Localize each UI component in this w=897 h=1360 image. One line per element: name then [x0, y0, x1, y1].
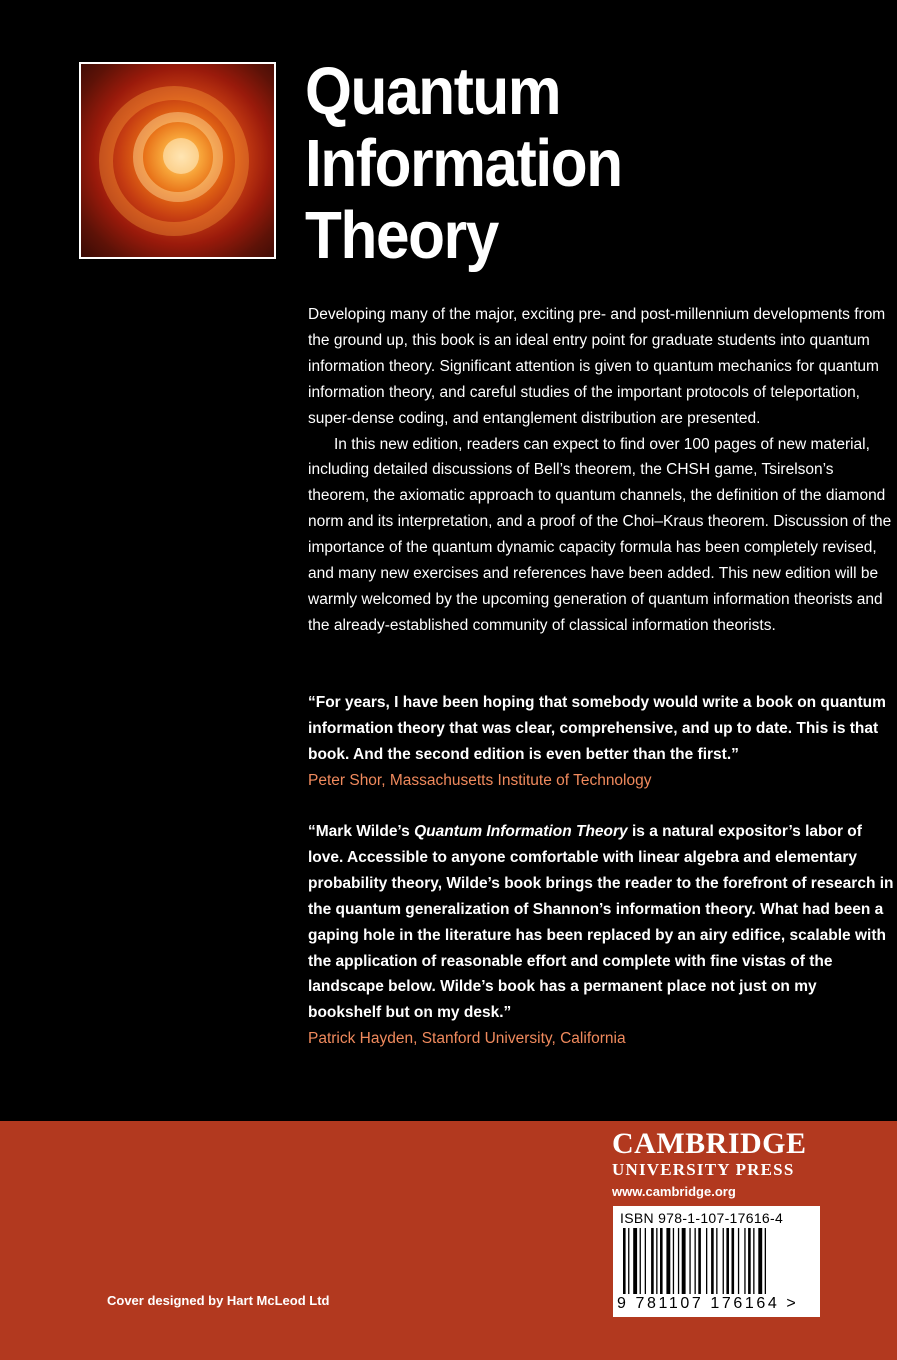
barcode-bar: [640, 1228, 641, 1294]
quote-text: “For years, I have been hoping that somebody would write a book on quantum information theory that was clear, comprehensive, and up to date. This is that book. And the second edition is even better than the first.”: [308, 694, 886, 763]
barcode-bar: [706, 1228, 707, 1294]
barcode-bar: [726, 1228, 729, 1294]
barcode-bar: [748, 1228, 751, 1294]
book-description: [308, 302, 894, 639]
barcode-bar: [711, 1228, 714, 1294]
description-paragraph-1: Developing many of the major, exciting pre- and post-millennium developments from the ground up, this book is an ideal entry point for graduate students into quantum information theory. Significant attention is given to quantum mechanics for quantum information theory, and careful studies of the important protocols of teleportation, super-dense coding, and entanglement distribution are presented.: [308, 306, 886, 427]
title-line-2: Information: [305, 126, 622, 201]
barcode-bar: [716, 1228, 717, 1294]
review-quote-shor: [308, 690, 894, 794]
barcode-bar: [656, 1228, 657, 1294]
barcode-bar: [698, 1228, 701, 1294]
barcode-bar: [695, 1228, 696, 1294]
barcode-bar: [732, 1228, 735, 1294]
review-quote-hayden: [308, 819, 894, 1052]
quote-attribution: Peter Shor, Massachusetts Institute of Technology: [308, 771, 652, 789]
barcode-bar: [738, 1228, 739, 1294]
cover-swirl-image: [79, 62, 276, 259]
publisher-url: www.cambridge.org: [612, 1184, 736, 1199]
title-line-1: Quantum: [305, 54, 561, 129]
swirl-core: [163, 138, 199, 174]
barcode-bar: [682, 1228, 686, 1294]
barcode-bar: [689, 1228, 690, 1294]
title-line-3: Theory: [305, 198, 498, 273]
designer-credit: Cover designed by Hart McLeod Ltd: [107, 1293, 330, 1308]
quote-text-after: is a natural expositor’s labor of love. Accessible to anyone comfortable with linear algebra and elementary probability theory, Wilde’s book brings the reader to the forefront of research in the quantum generalization of Shannon’s information theory. What had been a gaping hole in the literature has been replaced by an airy edifice, scalable with the application of reasonable effort and complete with fine vistas of the landscape below. Wilde’s book has a permanent place not just on my bookshelf but on my desk.”: [308, 823, 894, 1022]
barcode-digits: 9 781107 176164 >: [617, 1295, 799, 1312]
quote-attribution: Patrick Hayden, Stanford University, California: [308, 1030, 626, 1048]
description-paragraph-2: In this new edition, readers can expect to find over 100 pages of new material, including detailed discussions of Bell’s theorem, the CHSH game, Tsirelson’s theorem, the axiomatic approach to quantum channels, the definition of the diamond norm and its interpretation, and a proof of the Choi–Kraus theorem. Discussion of the importance of the quantum dynamic capacity formula has been completely revised, and many new exercises and references have been added. This new edition will be warmly welcomed by the upcoming generation of quantum information theorists and the already-established community of classical information theorists.: [308, 435, 892, 634]
book-title: [305, 56, 622, 272]
isbn-label: ISBN 978-1-107-17616-4: [620, 1210, 784, 1226]
quote-text-before: “Mark Wilde’s: [308, 823, 415, 840]
barcode-bar: [633, 1228, 637, 1294]
publisher-logo: [612, 1128, 822, 1199]
barcode-bar: [758, 1228, 762, 1294]
barcode-bar: [666, 1228, 670, 1294]
barcode-bar: [744, 1228, 745, 1294]
barcode-bar: [678, 1228, 679, 1294]
quote-book-title: Quantum Information Theory: [414, 823, 628, 840]
barcode-box: [613, 1206, 820, 1317]
barcode-bar: [660, 1228, 663, 1294]
barcode-bar: [628, 1228, 629, 1294]
barcode-bar: [645, 1228, 646, 1294]
barcode-bar: [765, 1228, 766, 1294]
publisher-name: CAMBRIDGE: [612, 1127, 807, 1160]
barcode-bar: [723, 1228, 724, 1294]
barcode-bar: [753, 1228, 754, 1294]
barcode-bar: [673, 1228, 674, 1294]
publisher-subtitle: UNIVERSITY PRESS: [612, 1160, 795, 1179]
barcode-bar: [623, 1228, 626, 1294]
barcode-icon: [623, 1228, 810, 1294]
barcode-bar: [651, 1228, 654, 1294]
